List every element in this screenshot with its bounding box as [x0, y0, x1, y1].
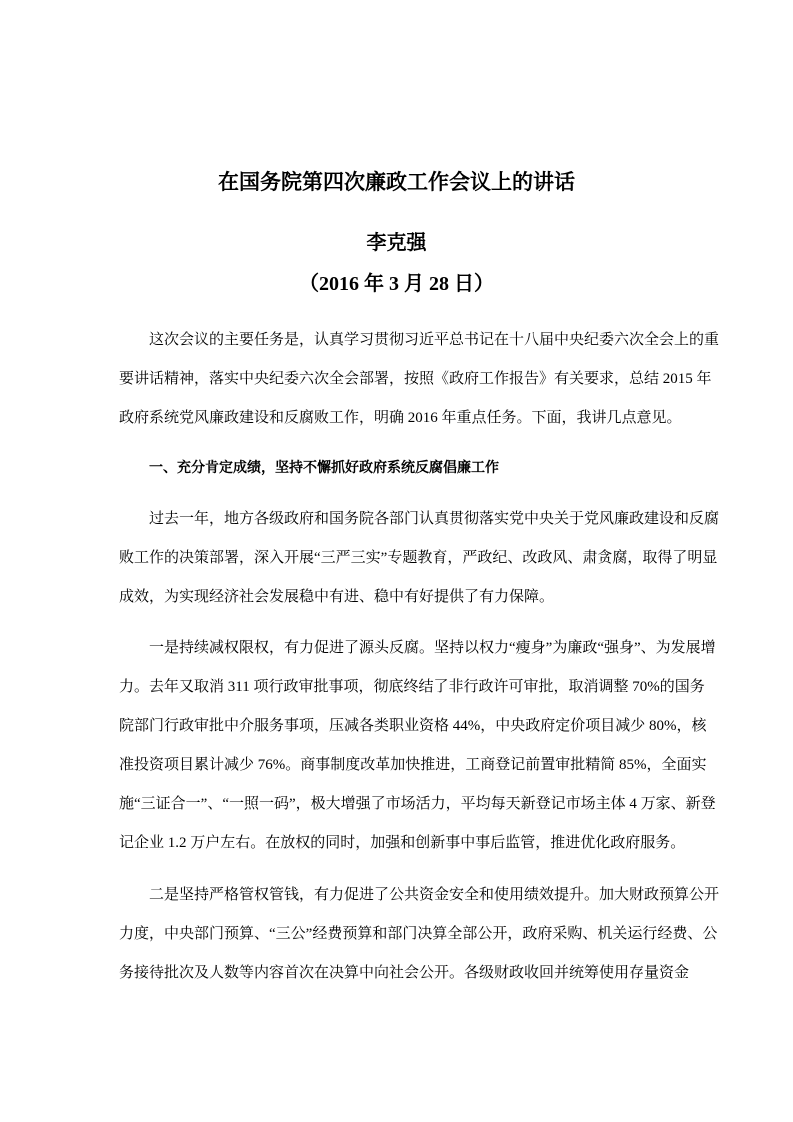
paragraph-line: 施“三证合一”、“一照一码”，极大增强了市场活力，平均每天新登记市场主体 4 万家、新登: [119, 796, 716, 812]
paragraph-line: 政府系统党风廉政建设和反腐败工作，明确 2016 年重点任务。下面，我讲几点意见。: [119, 410, 682, 426]
paragraph-line: 准投资项目累计减少 76%。商事制度改革加快推进，工商登记前置审批精简 85%，全面实: [119, 757, 707, 773]
author-name: 李克强: [366, 232, 427, 254]
paragraph-line: 成效，为实现经济社会发展稳中有进、稳中有好提供了有力保障。: [119, 589, 555, 605]
paragraph-line: 力。去年又取消 311 项行政审批事项，彻底终结了非行政许可审批，取消调整 70%的国务: [119, 679, 705, 695]
paragraph-line: 院部门行政审批中介服务事项，压减各类职业资格 44%，中央政府定价项目减少 80%，核: [119, 718, 707, 734]
speech-date: （2016 年 3 月 28 日）: [299, 273, 494, 295]
paragraph-line: 记企业 1.2 万户左右。在放权的同时，加强和创新事中事后监管，推进优化政府服务。: [119, 835, 686, 851]
paragraph-line: 这次会议的主要任务是，认真学习贯彻习近平总书记在十八届中央纪委六次全会上的重: [149, 332, 720, 348]
paragraph-line: 一是持续减权限权，有力促进了源头反腐。坚持以权力“瘦身”为廉政“强身”、为发展增: [149, 640, 716, 656]
paragraph-line: 二是坚持严格管权管钱，有力促进了公共资金安全和使用绩效提升。加大财政预算公开: [149, 887, 720, 903]
section-heading: 一、充分肯定成绩，坚持不懈抓好政府系统反腐倡廉工作: [149, 461, 499, 476]
paragraph-line: 务接待批次及人数等内容首次在决算中向社会公开。各级财政收回并统筹使用存量资金: [119, 965, 690, 981]
paragraph-line: 要讲话精神，落实中央纪委六次全会部署，按照《政府工作报告》有关要求，总结 2015 年: [119, 371, 712, 387]
paragraph-line: 过去一年，地方各级政府和国务院各部门认真贯彻落实党中央关于党风廉政建设和反腐: [149, 511, 720, 527]
paragraph-line: 力度，中央部门预算、“三公”经费预算和部门决算全部公开，政府采购、机关运行经费、公: [119, 926, 718, 942]
document-title: 在国务院第四次廉政工作会议上的讲话: [218, 170, 575, 194]
paragraph-line: 败工作的决策部署，深入开展“三严三实”专题教育，严政纪、改政风、肃贪腐，取得了明显: [119, 550, 718, 566]
